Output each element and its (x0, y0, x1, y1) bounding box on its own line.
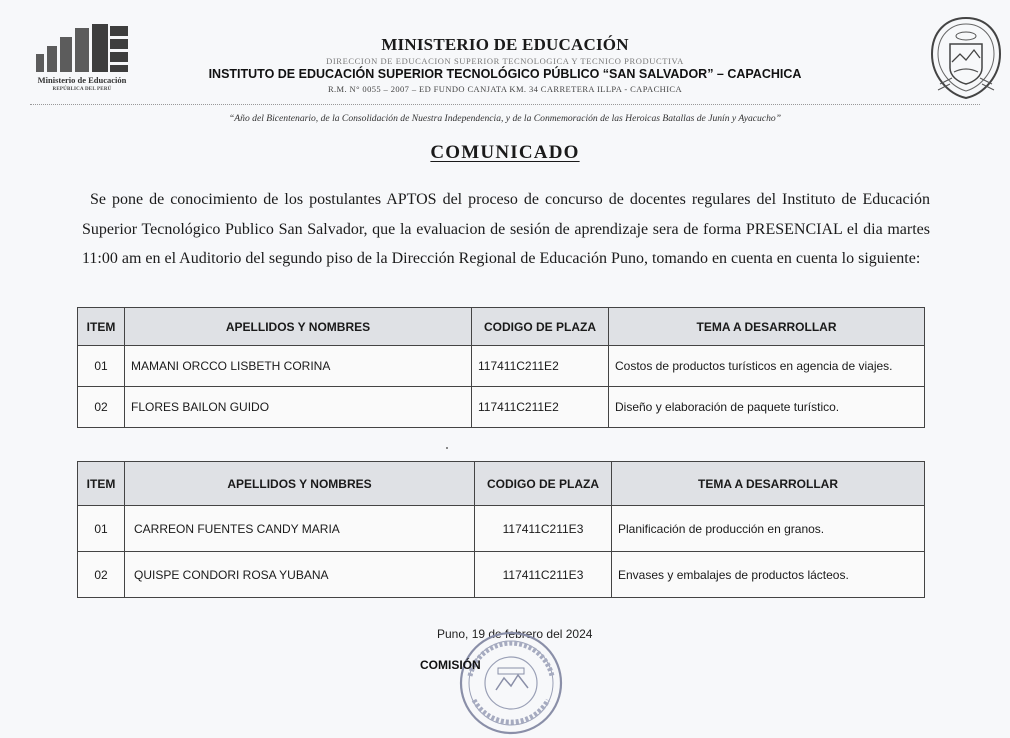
table-header-row (78, 462, 925, 506)
announcement-body: Se pone de conocimiento de los postulantes APTOS del proceso de concurso de docentes regulares del Instituto de Educación Superior Tecnológico Publico San Salvador, que la evaluacion de sesión de aprendizaje sera de forma PRESENCIAL el dia martes 11:00 am en el Auditorio del segundo piso de la Dirección Regional de Educación Puno, tomando en cuenta en cuenta lo siguiente: (82, 191, 930, 267)
cell-code: 117411C211E2 (472, 387, 609, 428)
cell-topic: Costos de productos turísticos en agencia de viajes. (609, 346, 925, 387)
cell-item: 02 (78, 552, 125, 598)
cell-item: 02 (78, 387, 125, 428)
col-header-item: ITEM (78, 308, 125, 346)
resolution-address: R.M. N° 0055 – 2007 – ED FUNDO CANJATA KM. 34 CARRETERA ILLPA - CAPACHICA (327, 84, 683, 94)
scan-dot (446, 447, 448, 449)
table-row (78, 346, 925, 387)
col-header-code: CODIGO DE PLAZA (472, 308, 609, 346)
direction-subtitle: DIRECCION DE EDUCACION SUPERIOR TECNOLOGICA Y TECNICO PRODUCTIVA (326, 56, 684, 66)
cell-topic: Envases y embalajes de productos lácteos. (612, 552, 925, 598)
place-date: Puno, 19 de febrero del 2024 (437, 627, 593, 641)
candidates-table-2 (77, 461, 925, 598)
col-header-item: ITEM (78, 462, 125, 506)
table-row (78, 552, 925, 598)
candidates-table-1 (77, 307, 925, 428)
institute-name: INSTITUTO DE EDUCACIÓN SUPERIOR TECNOLÓGICO PÚBLICO “SAN SALVADOR” – CAPACHICA (208, 67, 802, 81)
cell-code: 117411C211E3 (475, 552, 612, 598)
logo-subcaption: REPÚBLICA DEL PERÚ (52, 87, 112, 92)
year-motto: “Año del Bicentenario, de la Consolidación de Nuestra Independencia, y de la Conmemoración de las Heroicas Batallas de Junín y Ayacucho” (228, 113, 782, 124)
col-header-name: APELLIDOS Y NOMBRES (125, 462, 475, 506)
table-header-row (78, 308, 925, 346)
header-divider (30, 104, 980, 105)
table-row (78, 506, 925, 552)
cell-item: 01 (78, 506, 125, 552)
cell-name: QUISPE CONDORI ROSA YUBANA (125, 552, 475, 598)
cell-topic: Diseño y elaboración de paquete turístico. (609, 387, 925, 428)
col-header-name: APELLIDOS Y NOMBRES (125, 308, 472, 346)
ministry-bars-icon (36, 24, 128, 72)
cell-name: FLORES BAILON GUIDO (125, 387, 472, 428)
cell-item: 01 (78, 346, 125, 387)
document-heading: COMUNICADO (430, 142, 580, 163)
institute-seal (928, 14, 1004, 100)
col-header-code: CODIGO DE PLAZA (475, 462, 612, 506)
ministry-title: MINISTERIO DE EDUCACIÓN (381, 35, 629, 54)
cell-name: CARREON FUENTES CANDY MARIA (125, 506, 475, 552)
cell-code: 117411C211E2 (472, 346, 609, 387)
table-row (78, 387, 925, 428)
cell-name: MAMANI ORCCO LISBETH CORINA (125, 346, 472, 387)
col-header-topic: TEMA A DESARROLLAR (612, 462, 925, 506)
ministry-logo (32, 24, 132, 98)
cell-code: 117411C211E3 (475, 506, 612, 552)
official-stamp-icon (456, 628, 566, 738)
cell-topic: Planificación de producción en granos. (612, 506, 925, 552)
signature-label: COMISIÓN (420, 658, 481, 672)
logo-caption: Ministerio de Educación (37, 75, 127, 85)
col-header-topic: TEMA A DESARROLLAR (609, 308, 925, 346)
institute-seal-icon (928, 14, 1004, 100)
